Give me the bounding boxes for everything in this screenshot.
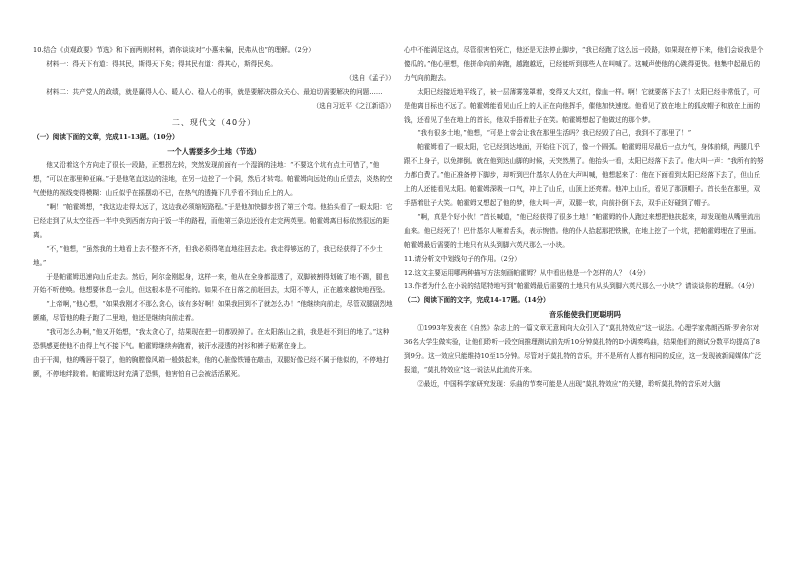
story-paragraph: 他又沿着这个方向走了很长一段路，正想拐左转，突然发现前面有一个湿润的洼地：“不要这个坑有点土可惜了，”他想，“可以在那里种亚麻。”于是他笔直这边的洼地，在另一边挖了一个洞，然后才转弯。帕霍姆向远处的山丘望去，炎热的空气使他的视线变得模糊：山丘似乎在摇摆动不已，在热气的透掩下几乎看不到山丘上的人。	[33, 161, 393, 198]
story-paragraph: “啊，真是个好小伙！”首长喊道，“他已经获得了很多土地！”帕霍姆的仆人跑过来想把他扶起来，却发现他从嘴里流出血来。他已经死了！巴什基尔人咂着舌头，表示惋惜。他的仆人拾起那把铁锹，在地上挖了一个坑，把帕霍姆埋在了里面。帕霍姆最后需要的土地只有从头到脚六英尺那么一小块。	[404, 212, 761, 249]
material-2-source: （选自习近平《之江新语》）	[312, 101, 395, 110]
part-1-heading: （一）阅读下面的文章，完成11-13题。（10分）	[33, 133, 179, 142]
question-11: 11.请分析文中划线句子的作用。（2分）	[404, 254, 521, 263]
story-paragraph: “上帝啊，”他心想，“如果我刚才不那么贪心，该有多好啊！如果我回到不了就怎么办！”他继续向前走，尽管双腿剧烈地颤痛，尽管他的鞋子跑了二里地，他还是继续向前走着。	[33, 300, 393, 323]
story-paragraph: 由于干渴，他的嘴唇干裂了，他的胸膛像风箱一般鼓起来，他的心脏像铁锤在敲击，双腿好像已经不属于他似的，不停地打颤，不停地绊跤着。帕霍姆这时充满了恐惧，他害怕自己会被活活累死。	[33, 355, 390, 378]
part-2-heading: （二）阅读下面的文字，完成14-17题。（14分）	[404, 296, 550, 305]
essay-title: 音乐能使我们更聪明吗	[549, 310, 621, 320]
essay-paragraph: ①1993年发表在《自然》杂志上的一篇文章无意间向大众引入了“莫扎特效应”这一说法。心理学家弗朗西斯·罗舍尔对36名大学生做实验，让他们聆听一段空间推理测试前先听10分钟莫扎特的D小调奏鸣曲，结果他们的测试分数平均提高了8到9分。这一效应只能维持10至15分钟。尽管对于莫扎特的音乐，并不是所有人都有相同的反应，这一发现被新闻媒体广泛报道，“莫扎特效应”这一说法从此流传开来。	[404, 324, 762, 374]
material-1-source: （选自《孟子》）	[345, 73, 395, 82]
question-10: 10.结合《贞观政要》节选》和下面两则材料，请你谈谈对“小惠未徧，民弗从也”的理解。（2分）	[33, 46, 315, 54]
story-paragraph: “我有很多土地，”他想，“可是上帝会让我在那里生活吗？我已经毁了自己，我到不了那里了！”	[417, 129, 692, 138]
story-paragraph: “我可怎么办啊，”他又开始想，“我太贪心了，结果现在把一切都毁掉了。在太阳落山之前，我是赶不到目的地了。”这种恐惧感更使他不由得上气不接下气。帕霍姆继续奔跑着，被汗水浸透的衬衫和裤子贴紧在身上。	[33, 328, 390, 351]
essay-paragraph: ②最近，中国科学家研究发现：乐曲的节奏可能是人出现“莫扎特效应”的关键，聆听莫扎特的音乐对大脑	[417, 379, 721, 388]
section-title: 二、现代文（40分）	[171, 117, 257, 127]
question-13: 13.作者为什么在小说的结尾特地写到“帕霍姆最后需要的土地只有从头到脚六英尺那么一小块”？请谈谈你的理解。（4分）	[404, 282, 759, 291]
story-paragraph: “不，”他想，“虽然我的土地看上去不整齐不齐，但我必须得笔直地往回去走。我走得够远的了，我已经获得了不少土地。”	[33, 244, 383, 267]
material-1: 材料一：得天下有道：得其民，斯得天下矣；得其民有道：得其心，斯得民矣。	[46, 59, 277, 68]
question-12: 12.这文主要运用哪两种描写方法刻画帕霍姆？从中看出他是一个怎样的人？（4分）	[404, 268, 650, 277]
material-2: 材料二：共产党人的政绩，就是赢得人心、暖人心、稳人心的事，就是要解决群众关心、最迫切需要解决的问题……	[46, 87, 383, 96]
story-paragraph: 心中不能满足这点，尽管很害怕死亡，他还是无法停止脚步，“我已经跑了这么远一段路，如果现在停下来，他们会说我是个傻瓜的。”他心里想，他拼命向前奔跑，越跑越近，已经能听到那些人在叫喊了。这喊声使他的心跳得更快。他集中起最后的力气向前跑去。	[404, 46, 764, 82]
story-paragraph: 于是帕霍姆迅速向山丘走去。然后，阿尔金刚起身，这样一来，他从在全身都湿透了，双脚被割得划破了地不踢，腿也开始不听使唤。他想要休息一会儿，但这根本是不可能的。如果不在日落之前赶回去，太阳不等人，正在越来越快地西坠。	[33, 272, 390, 295]
story-paragraph: 帕霍姆看了一眼太阳，它已经到达地面，开始往下沉了，像一个圆弧。帕霍姆用尽最后一点力气，身体前倾，两腿几乎跟不上身子，以免摔倒。就在他到达山脚的时候，天突然黑了。他抬头一看，太阳已经落下去了。他大叫一声：“我所有的努力都白费了。”他正准备停下脚步，却听到巴什基尔人仍在大声叫喊，他想起来了：他在下面看到太阳已经落下去了，但山丘上的人还能看见太阳。帕霍姆深吸一口气，冲上了山丘，山顶上还亮着。他冲上山丘，看见了那顶帽子。首长坐在那里，双手捂着肚子大笑。帕霍姆又想起了他的梦，他大叫一声，双腿一软，向前扑倒下去，双手正好碰到了帽子。	[404, 143, 764, 207]
left-column	[33, 44, 395, 382]
story-paragraph: 太阳已经接近地平线了，被一层薄雾笼罩着，变得又大又红，像血一样。啊！它就要落下去了！太阳已经非常低了，可是他离目标也不远了。帕霍姆能看见山丘上的人正在向他挥手，催他加快速度。他看见了放在地上的狐皮帽子和放在上面的钱，还看见了坐在地上的首长，他双手捂着肚子在笑。帕霍姆想起了他做过的那个梦。	[404, 87, 761, 124]
right-column	[404, 44, 766, 392]
story-paragraph: “啊！”帕霍姆想，“我这边走得太远了，这边我必须缩短路程。”于是他加快脚步拐了第三个弯。他抬头看了一眼太阳：它已经走到了从太空往西一半中央到西南方向于饭一半的路程，而他第三条边还没有走完两英里。帕霍姆离目标依然很远的距离。	[33, 202, 393, 239]
story-title: 一个人需要多少土地（节选）	[167, 147, 261, 157]
